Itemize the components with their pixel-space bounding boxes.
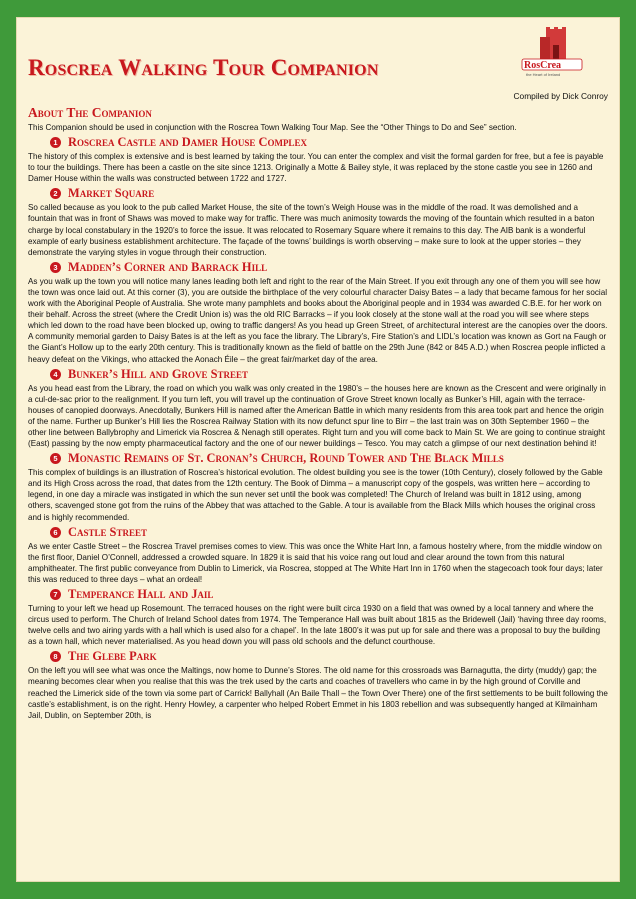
section-number-badge: 8 [50,651,61,662]
section-title: Roscrea Castle and Damer House Complex [68,135,307,150]
logo-tagline: the Heart of Ireland [526,72,561,77]
section-text: As you walk up the town you will notice many lanes leading both left and right to the rear of the Main Street. If you exit through any one of them you will see how the town was once laid out. At this corner (3), you are outside the birthplace of the very colourful character Daisy Bates – a lady that became famous for her social work with the Aboriginal People of Australia. She wrote many pamphlets and books about the Aboriginal people and in 1934 was awarded C.B.E. for her work on their behalf. Across the street (where the Credit Union is) was the old RIC Barracks – if you look closely at the stone wall at the road you will see where steps which led down to the road have been blocked up, owing to traffic dangers! As you head up Green Street, of architectural interest are the canopies over the doors. A community memorial garden to Daisy Bates is at the left as you face the library. The Library’s, Fire Station’s and LIDL’s location was known as Gort na Faugh or the Giant’s Hollow up to the early 20th century. This is traditionally known as the field of battle on the 29th June (842 or 845 A.D.) when Roscrea people inflicted a heavy defeat on the Vikings, who attacked the Aonach Éile – the great fair/market day of the area. [28,276,608,364]
section-number-badge: 6 [50,527,61,538]
roscrea-logo [516,27,588,79]
section-title: The Glebe Park [68,649,157,664]
section-text: As you head east from the Library, the road on which you walk was only created in the 1980’s – the houses here are known as the Crescent and were originally in a cul-de-sac prior to the realignment. If you turn left, you will travel up the continuation of Grove Street known locally as Bunker’s Hill, again with the terrace-houses of canopied doorways. Anecdotally, Bunkers Hill is named after the American Battle in which many residents from this area took part and hence the origin of the name. Further up Bunker’s Hill lies the Roscrea Railway Station with its now defunct spur line to Birr – the last train was on 30th September 1960 – the other line between Ballybrophy and Limerick via Roscrea & Nenagh still operates. Right turn and you will come back to Main St. We are going to continue straight (East) passing by the now empty pharmaceutical factory and the one of our newer buildings – Tesco. You may catch a glimpse of our next destination behind it! [28,383,606,449]
section-temperance-hall [28,587,608,647]
section-text: This complex of buildings is an illustration of Roscrea’s historical evolution. The oldest building you see is the tower (10th Century), closely followed by the Gable and its High Cross across the road, that dates from the 12th century. The Book of Dimma – a manuscript copy of the gospels, was written here – according to legend, in one day a miracle was instigated in which the sun never set until the book was completed! The Church of Ireland was built in 1812 using, among others, scavenged stone got from the ruins of the Abbey that was attached to the Gable. A tour is available from the Black Mills which houses the original cross and is highly recommended. [28,468,603,522]
section-maddens-corner [28,260,608,365]
section-text: The history of this complex is extensive and is best learned by taking the tour. You can enter the complex and visit the formal garden for free, but a fee is payable to tour the buildings. There has been a castle on the site since 1213. Originally a Motte & Bailey style, it was replaced by the stone castle you see in 1260 and Damer House within the walls was constructed between 1722 and 1727. [28,152,604,184]
section-text: So called because as you look to the pub called Market House, the site of the town’s Weigh House was in the middle of the road. It was demolished and a fountain that was in front of Shaws was moved to make way for traffic. There was much animosity towards the moving of the fountain which resulted in a baton charge by local constabulary in the 1920’s to force the issue. It was relocated to Rosemary Square where it remains to this day. The AIB bank is a wonderful example of early business establishment architecture. The façade of the towns’ buildings is worth observing – make sure to look at the upper stories – they demonstrate the varying styles in vogue through their construction. [28,203,595,257]
section-text: Turning to your left we head up Rosemount. The terraced houses on the right were built circa 1930 on a field that was owned by a local tannery and where the circus used to perform. The Church of Ireland School dates from 1974. The Temperance Hall was built about 1815 as the Bridewell (Jail) ‘having three day rooms, twelve cells and two airing yards with a hall which is used also for a chapel’. In the late 1800’s it was put up for sale and there was a proposal to buy the building as a town hall, which never materialised. As you head down you will pass old schools and the defunct courthouse. [28,604,607,647]
section-castle [28,135,608,184]
section-title: Bunker’s Hill and Grove Street [68,366,248,381]
section-number-badge: 2 [50,188,61,199]
section-number-badge: 4 [50,369,61,380]
section-title: Monastic Remains of St. Cronan’s Church, Round Tower and The Black Mills [68,451,504,466]
about-text: This Companion should be used in conjunction with the Roscrea Town Walking Tour Map. See the “Other Things to Do and See” section. [28,123,517,132]
compiled-by: Compiled by Dick Conroy [513,91,608,101]
section-text: As we enter Castle Street – the Roscrea Travel premises comes to view. This was once the White Hart Inn, a famous hostelry where, from the middle window on the first floor, Daniel O’Connell, addressed a crowded square. In 1829 it is said that his voice rang out loud and clear around the town from this natural amphitheater. The first public conveyance from Dublin to Limerick, via Roscrea, stopped at The White Hart Inn in 1760 when the stagecoach took four days; later this was reduced to three days – what an ordeal! [28,541,603,584]
section-number-badge: 3 [50,262,61,273]
section-title: Castle Street [68,524,147,539]
page [16,17,620,882]
content [28,103,608,722]
section-text: On the left you will see what was once the Maltings, now home to Dunne’s Stores. The old name for this crossroads was Barnagutta, the dirty (muddy) gap; the meaning becomes clear when you realise that this was the trek used by the carts and coaches of travellers who came in by the high ground of Corville and reached the Limerick side of the town via some part of Carrick! Ballyhall (An Baile Thall – the Town Over There) one of the first settlements to be built following the castle’s establishment, is on the right. Henry Howley, a carpenter who helped Robert Emmet in his 1803 rebellion and was subsequently hanged at Kilmainham Jail, Dublin, on September 20th, is [28,666,608,720]
about-heading: About The Companion [28,105,152,120]
section-glebe-park [28,649,608,720]
section-monastic-remains [28,451,608,522]
section-title: Market Square [68,186,155,201]
section-title: Temperance Hall and Jail [68,587,214,601]
section-title: Madden’s Corner and Barrack Hill [68,259,268,274]
logo-text: RosCrea [524,60,562,71]
castle-logo-icon [516,27,588,79]
section-market-square [28,186,608,257]
section-bunkers-hill [28,367,608,450]
section-number-badge: 7 [50,589,61,600]
section-castle-street [28,525,608,585]
section-number-badge: 1 [50,137,61,148]
section-number-badge: 5 [50,453,61,464]
page-title: Roscrea Walking Tour Companion [28,55,379,80]
